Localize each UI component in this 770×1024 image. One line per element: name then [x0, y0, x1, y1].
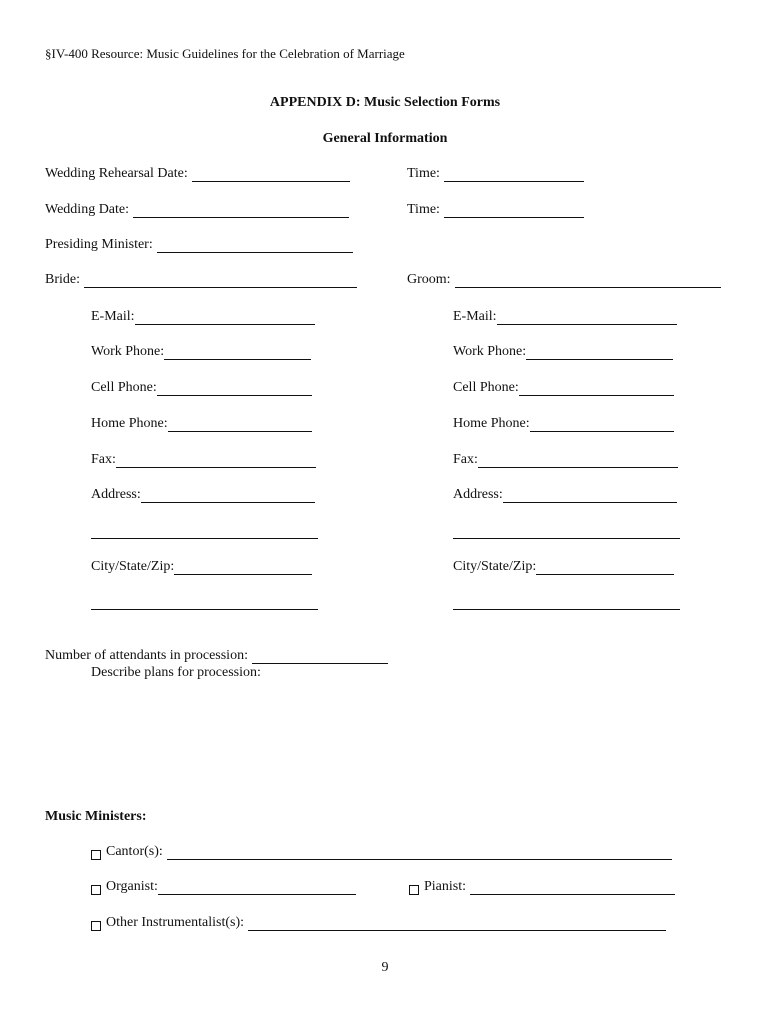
bride-fax-row [91, 452, 316, 468]
groom-address-line-2[interactable] [453, 537, 680, 539]
groom-label: Groom: [407, 272, 451, 287]
groom-home-phone-row [453, 416, 674, 432]
wedding-time-row [407, 202, 584, 218]
bride-home-phone-row [91, 416, 312, 432]
procession-plans-label: Describe plans for procession: [91, 665, 261, 680]
rehearsal-time-field[interactable] [444, 167, 584, 182]
wedding-date-field[interactable] [133, 203, 349, 218]
bride-city-state-zip-field[interactable] [174, 560, 312, 575]
bride-label: Bride: [45, 272, 80, 287]
pianist-label: Pianist: [424, 879, 467, 894]
groom-address-row [453, 487, 677, 503]
groom-work-phone-row [453, 344, 673, 360]
bride-address-field[interactable] [141, 488, 315, 503]
groom-field[interactable] [455, 273, 721, 288]
groom-city-state-zip-line-2[interactable] [453, 608, 680, 610]
bride-work-phone-label: Work Phone: [91, 344, 165, 359]
rehearsal-time-label: Time: [407, 166, 440, 181]
attendants-field[interactable] [252, 649, 388, 664]
pianist-row [409, 879, 675, 895]
bride-email-row [91, 309, 315, 325]
rehearsal-date-row [45, 166, 350, 182]
other-instrumentalist-label: Other Instrumentalist(s): [106, 915, 245, 930]
bride-fax-field[interactable] [116, 453, 316, 468]
groom-email-label: E-Mail: [453, 309, 497, 324]
bride-field[interactable] [84, 273, 357, 288]
running-header: §IV-400 Resource: Music Guidelines for the Celebration of Marriage [45, 46, 405, 61]
other-instrumentalist-row [91, 915, 666, 931]
cantor-label: Cantor(s): [106, 844, 163, 859]
rehearsal-date-field[interactable] [192, 167, 350, 182]
rehearsal-time-row [407, 166, 584, 182]
wedding-date-label: Wedding Date: [45, 202, 130, 217]
groom-email-row [453, 309, 677, 325]
bride-home-phone-field[interactable] [168, 417, 312, 432]
bride-address-line-2[interactable] [91, 537, 318, 539]
rehearsal-date-label: Wedding Rehearsal Date: [45, 166, 188, 181]
groom-home-phone-label: Home Phone: [453, 416, 530, 431]
groom-work-phone-label: Work Phone: [453, 344, 527, 359]
wedding-time-label: Time: [407, 202, 440, 217]
presiding-minister-row [45, 237, 353, 253]
bride-cell-phone-field[interactable] [157, 381, 312, 396]
groom-fax-row [453, 452, 678, 468]
page-title: APPENDIX D: Music Selection Forms [269, 95, 501, 110]
wedding-date-row [45, 202, 349, 218]
cantor-row [91, 844, 672, 860]
presiding-minister-field[interactable] [157, 238, 353, 253]
groom-row [407, 272, 721, 288]
groom-city-state-zip-field[interactable] [536, 560, 674, 575]
groom-fax-label: Fax: [453, 452, 478, 467]
groom-email-field[interactable] [497, 310, 677, 325]
bride-work-phone-row [91, 344, 311, 360]
groom-work-phone-field[interactable] [526, 345, 673, 360]
bride-home-phone-label: Home Phone: [91, 416, 168, 431]
bride-row [45, 272, 357, 288]
pianist-checkbox[interactable] [409, 885, 419, 895]
bride-email-label: E-Mail: [91, 309, 135, 324]
groom-address-label: Address: [453, 487, 503, 502]
groom-fax-field[interactable] [478, 453, 678, 468]
organist-checkbox[interactable] [91, 885, 101, 895]
bride-work-phone-field[interactable] [164, 345, 311, 360]
groom-cell-phone-label: Cell Phone: [453, 380, 519, 395]
bride-fax-label: Fax: [91, 452, 116, 467]
organist-field[interactable] [158, 880, 356, 895]
bride-email-field[interactable] [135, 310, 315, 325]
groom-city-state-zip-label: City/State/Zip: [453, 559, 537, 574]
other-instrumentalist-field[interactable] [248, 916, 666, 931]
bride-city-state-zip-label: City/State/Zip: [91, 559, 175, 574]
groom-address-field[interactable] [503, 488, 677, 503]
groom-cell-phone-field[interactable] [519, 381, 674, 396]
bride-address-label: Address: [91, 487, 141, 502]
bride-address-row [91, 487, 315, 503]
cantor-checkbox[interactable] [91, 850, 101, 860]
attendants-row [45, 648, 388, 664]
organist-row [91, 879, 356, 895]
presiding-minister-label: Presiding Minister: [45, 237, 153, 252]
groom-city-state-zip-row [453, 559, 674, 575]
pianist-field[interactable] [470, 880, 675, 895]
other-instrumentalist-checkbox[interactable] [91, 921, 101, 931]
cantor-field[interactable] [167, 845, 672, 860]
wedding-time-field[interactable] [444, 203, 584, 218]
bride-cell-phone-row [91, 380, 312, 396]
section-subtitle: General Information [322, 131, 448, 146]
groom-cell-phone-row [453, 380, 674, 396]
bride-city-state-zip-line-2[interactable] [91, 608, 318, 610]
groom-home-phone-field[interactable] [530, 417, 674, 432]
organist-label: Organist: [106, 879, 158, 894]
attendants-label: Number of attendants in procession: [45, 648, 248, 663]
music-ministers-heading: Music Ministers: [45, 809, 147, 824]
bride-cell-phone-label: Cell Phone: [91, 380, 157, 395]
page-number: 9 [381, 960, 389, 975]
bride-city-state-zip-row [91, 559, 312, 575]
